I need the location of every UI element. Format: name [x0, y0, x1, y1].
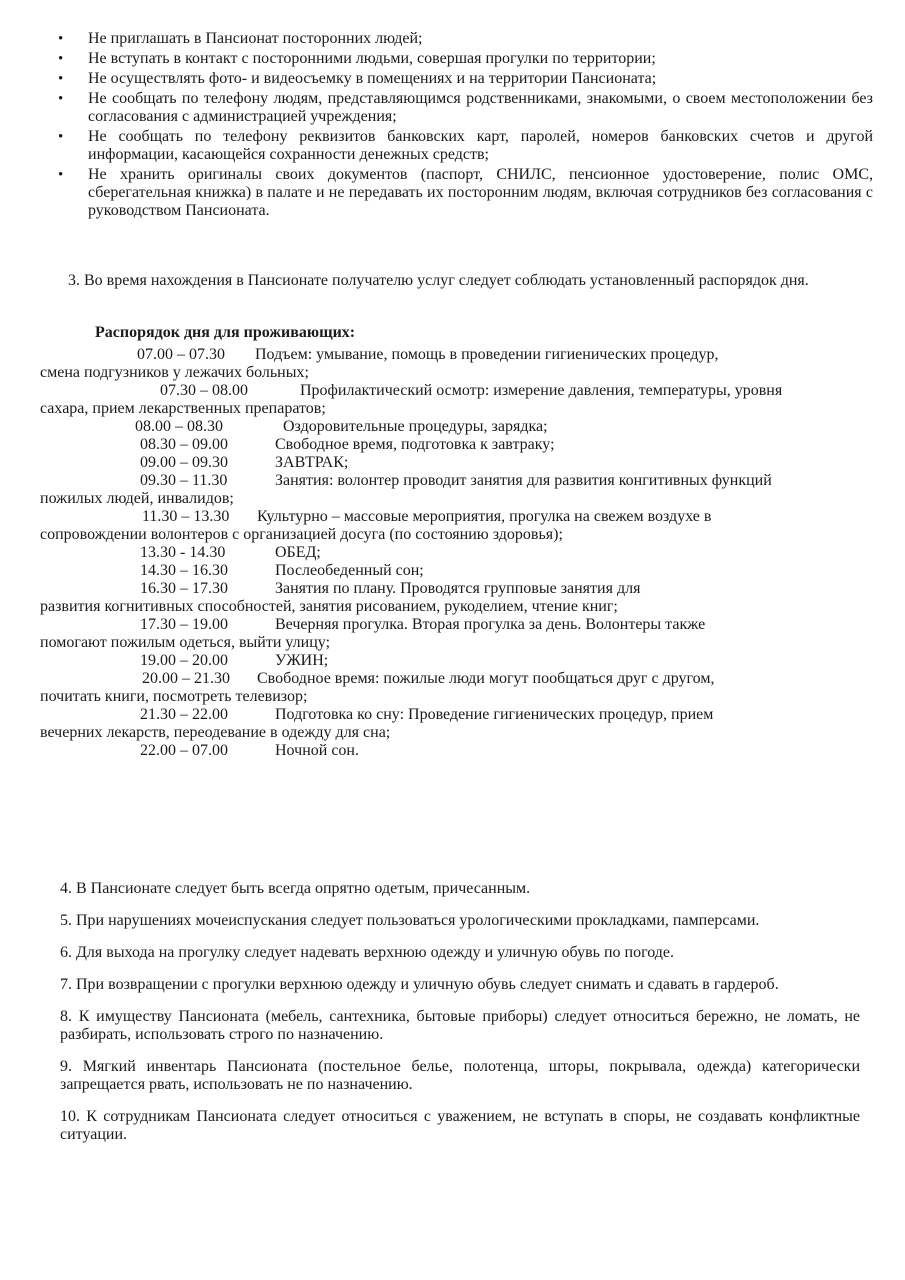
schedule-time: 19.00 – 20.00	[140, 652, 228, 669]
bullet-text: Не вступать в контакт с посторонними людьми, совершая прогулки по территории;	[88, 50, 656, 67]
schedule-desc: ОБЕД;	[275, 544, 321, 561]
schedule-title: Распорядок дня для проживающих:	[95, 324, 356, 341]
schedule-time: 22.00 – 07.00	[140, 742, 228, 759]
schedule-row	[40, 670, 860, 706]
rule-item: 4. В Пансионате следует быть всегда опрятно одетым, причесанным.	[60, 880, 531, 897]
schedule-desc-cont: вечерних лекарств, переодевание в одежду для сна;	[40, 724, 391, 741]
rule-item: 10. К сотрудникам Пансионата следует относиться с уважением, не вступать в споры, не создавать конфликтные ситуации.	[60, 1108, 860, 1143]
rule-item: 7. При возвращении с прогулки верхнюю одежду и уличную обувь следует снимать и сдавать в гардероб.	[60, 976, 779, 993]
bullet-icon: •	[58, 51, 64, 67]
schedule-row	[40, 562, 860, 580]
schedule-time: 20.00 – 21.30	[142, 670, 230, 687]
paragraph-3: 3. Во время нахождения в Пансионате получателю услуг следует соблюдать установленный распорядок дня.	[68, 272, 809, 289]
schedule-time: 09.30 – 11.30	[140, 472, 228, 489]
bullet-text: Не сообщать по телефону людям, представляющимся родственниками, знакомыми, о своем местоположении без согласования с администрацией учреждения;	[88, 90, 873, 125]
schedule-time: 11.30 – 13.30	[142, 508, 230, 525]
schedule-time: 13.30 - 14.30	[140, 544, 226, 561]
schedule-row	[40, 706, 860, 742]
bullet-item	[58, 166, 873, 220]
bullet-item	[58, 90, 873, 126]
schedule-row	[40, 418, 860, 436]
schedule-desc-cont: помогают пожилым одеться, выйти улицу;	[40, 634, 331, 651]
schedule-list	[40, 346, 860, 760]
rule-item: 9. Мягкий инвентарь Пансионата (постельное белье, полотенца, шторы, покрывала, одежда) категорически запрещается рвать, использовать не по назначению.	[60, 1058, 860, 1093]
bullet-icon: •	[58, 129, 64, 145]
schedule-row	[40, 346, 860, 382]
schedule-desc: Культурно – массовые мероприятия, прогулка на свежем воздухе в	[257, 508, 712, 525]
bullet-item	[58, 70, 873, 88]
schedule-desc: Подъем: умывание, помощь в проведении гигиенических процедур,	[255, 346, 719, 363]
schedule-row	[40, 652, 860, 670]
bullet-text: Не осуществлять фото- и видеосъемку в помещениях и на территории Пансионата;	[88, 70, 657, 87]
schedule-row	[40, 382, 860, 418]
schedule-row	[40, 508, 860, 544]
schedule-desc: Вечерняя прогулка. Вторая прогулка за день. Волонтеры также	[275, 616, 706, 633]
schedule-desc-cont: сопровождении волонтеров с организацией досуга (по состоянию здоровья);	[40, 526, 563, 543]
bullet-item	[58, 50, 873, 68]
schedule-desc: Занятия по плану. Проводятся групповые занятия для	[275, 580, 641, 597]
bullet-icon: •	[58, 71, 64, 87]
schedule-desc-cont: пожилых людей, инвалидов;	[40, 490, 234, 507]
schedule-row	[40, 454, 860, 472]
schedule-row	[40, 544, 860, 562]
schedule-desc: Свободное время: пожилые люди могут пообщаться друг с другом,	[257, 670, 715, 687]
rule-item: 8. К имуществу Пансионата (мебель, сантехника, бытовые приборы) следует относиться бережно, не ломать, не разбирать, использовать строго по назначению.	[60, 1008, 860, 1043]
rules-bullet-list	[58, 30, 873, 222]
bullet-item	[58, 128, 873, 164]
schedule-time: 21.30 – 22.00	[140, 706, 228, 723]
schedule-time: 17.30 – 19.00	[140, 616, 228, 633]
schedule-desc: Свободное время, подготовка к завтраку;	[275, 436, 555, 453]
bullet-text: Не приглашать в Пансионат посторонних людей;	[88, 30, 423, 47]
schedule-desc-cont: развития когнитивных способностей, занятия рисованием, рукоделием, чтение книг;	[40, 598, 618, 615]
schedule-desc: Профилактический осмотр: измерение давления, температуры, уровня	[300, 382, 783, 399]
bullet-icon: •	[58, 91, 64, 107]
schedule-desc: Занятия: волонтер проводит занятия для развития конгитивных функций	[275, 472, 772, 489]
schedule-desc-cont: сахара, прием лекарственных препаратов;	[40, 400, 326, 417]
bullet-icon: •	[58, 167, 64, 183]
schedule-time: 08.30 – 09.00	[140, 436, 228, 453]
schedule-desc: Подготовка ко сну: Проведение гигиенических процедур, прием	[275, 706, 714, 723]
schedule-row	[40, 472, 860, 508]
schedule-desc: Оздоровительные процедуры, зарядка;	[283, 418, 548, 435]
schedule-time: 09.00 – 09.30	[140, 454, 228, 471]
schedule-row	[40, 580, 860, 616]
bullet-text: Не сообщать по телефону реквизитов банковских карт, паролей, номеров банковских счетов и другой информации, касающейся сохранности денежных средств;	[88, 128, 873, 163]
rule-item: 6. Для выхода на прогулку следует надевать верхнюю одежду и уличную обувь по погоде.	[60, 944, 675, 961]
schedule-desc: ЗАВТРАК;	[275, 454, 349, 471]
rule-item: 5. При нарушениях мочеиспускания следует пользоваться урологическими прокладками, памперсами.	[60, 912, 760, 929]
rules-numbered-list	[60, 880, 860, 1158]
schedule-desc: Послеобеденный сон;	[275, 562, 424, 579]
schedule-row	[40, 742, 860, 760]
schedule-time: 14.30 – 16.30	[140, 562, 228, 579]
schedule-time: 16.30 – 17.30	[140, 580, 228, 597]
bullet-item	[58, 30, 873, 48]
schedule-row	[40, 616, 860, 652]
bullet-icon: •	[58, 31, 64, 47]
schedule-desc-cont: смена подгузников у лежачих больных;	[40, 364, 309, 381]
schedule-desc-cont: почитать книги, посмотреть телевизор;	[40, 688, 308, 705]
schedule-desc: УЖИН;	[275, 652, 329, 669]
schedule-time: 07.30 – 08.00	[160, 382, 248, 399]
schedule-row	[40, 436, 860, 454]
bullet-text: Не хранить оригиналы своих документов (паспорт, СНИЛС, пенсионное удостоверение, полис ОМС, сберегательная книжка) в палате и не передавать их посторонним людям, включая сотрудников без согласования с руководством Пансионата.	[88, 166, 873, 219]
schedule-time: 08.00 – 08.30	[135, 418, 223, 435]
schedule-desc: Ночной сон.	[275, 742, 359, 759]
schedule-time: 07.00 – 07.30	[137, 346, 225, 363]
